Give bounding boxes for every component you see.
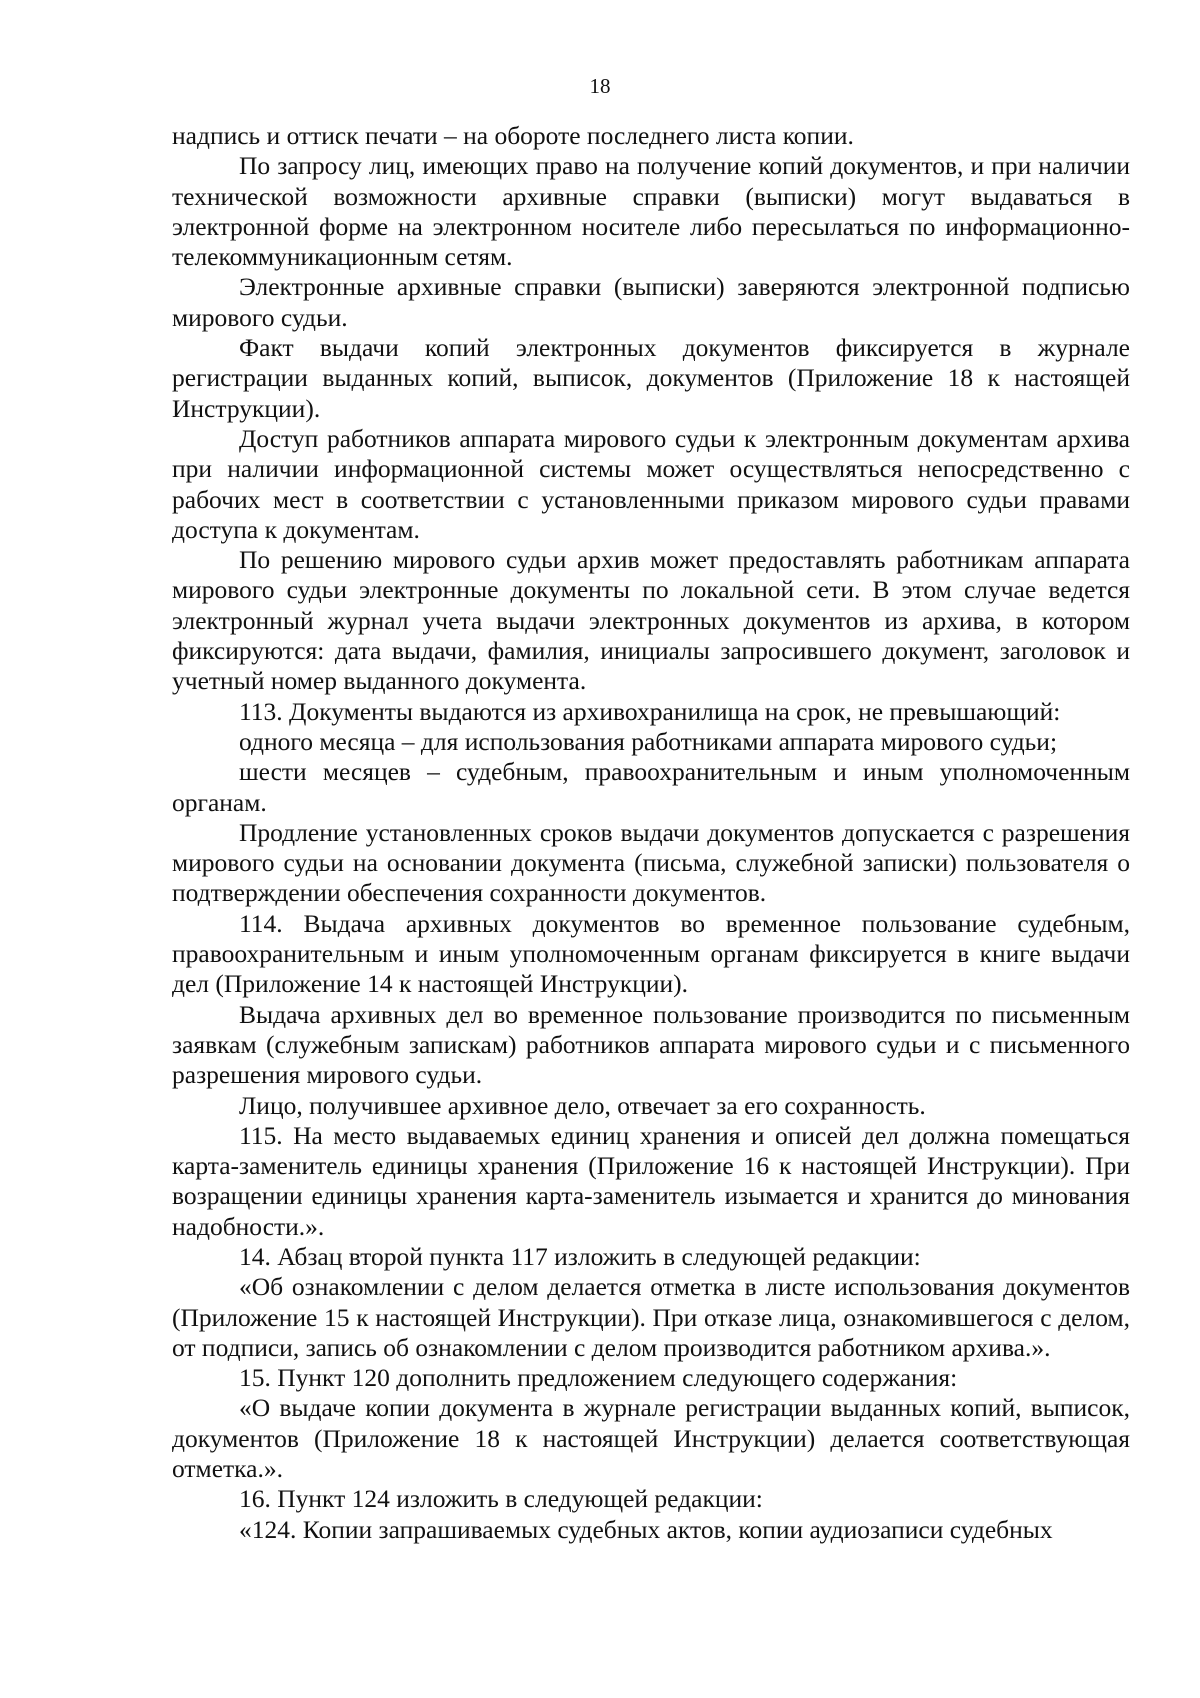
paragraph: 14. Абзац второй пункта 117 изложить в следующей редакции: <box>239 1241 921 1271</box>
paragraph: 113. Документы выдаются из архивохранилища на срок, не превышающий: <box>239 696 1061 726</box>
paragraph: Доступ работников аппарата мирового судьи к электронным документам архива при наличии информационной системы может осуществляться непосредственно с рабочих мест в соответствии с установленными приказом мирового судьи правами доступа к документам. <box>172 423 1130 544</box>
paragraph: Факт выдачи копий электронных документов фиксируется в журнале регистрации выданных копий, выписок, документов (Приложение 18 к настоящей Инструкции). <box>172 333 1130 423</box>
paragraph: одного месяца – для использования работниками аппарата мирового судьи; <box>239 726 1058 756</box>
paragraph: Выдача архивных дел во временное пользование производится по письменным заявкам (служебным запискам) работников аппарата мирового судьи и с письменного разрешения мирового судьи. <box>172 999 1130 1090</box>
paragraph: Электронные архивные справки (выписки) заверяются электронной подписью мирового судьи. <box>172 272 1130 332</box>
page-number: 18 <box>589 74 611 98</box>
paragraph: «О выдаче копии документа в журнале регистрации выданных копий, выписок, документов (Приложение 18 к настоящей Инструкции) делается соответствующая отметка.». <box>172 1393 1130 1484</box>
paragraph: 115. На место выдаваемых единиц хранения и описей дел должна помещаться карта-заменитель единицы хранения (Приложение 16 к настоящей Инструкции). При возращении единицы хранения карта-заменитель изымается и хранится до минования надобности.». <box>172 1120 1130 1241</box>
paragraph: Лицо, получившее архивное дело, отвечает за его сохранность. <box>239 1090 926 1120</box>
paragraph: По решению мирового судьи архив может предоставлять работникам аппарата мирового судьи электронные документы по локальной сети. В этом случае ведется электронный журнал учета выдачи электронных документов из архива, в котором фиксируются: дата выдачи, фамилия, инициалы запросившего документ, заголовок и учетный номер выданного документа. <box>172 545 1130 696</box>
paragraph: шести месяцев – судебным, правоохранительным и иным уполномоченным органам. <box>172 757 1130 817</box>
document-body <box>172 121 1130 1545</box>
paragraph: надпись и оттиск печати – на обороте последнего листа копии. <box>172 121 854 150</box>
paragraph: «124. Копии запрашиваемых судебных актов, копии аудиозаписи судебных <box>239 1514 1053 1544</box>
paragraph: 16. Пункт 124 изложить в следующей редакции: <box>239 1484 763 1514</box>
paragraph: По запросу лиц, имеющих право на получение копий документов, и при наличии технической возможности архивные справки (выписки) могут выдаваться в электронной форме на электронном носителе либо пересылаться по информационно-телекоммуникационным сетям. <box>172 151 1130 272</box>
paragraph: 114. Выдача архивных документов во временное пользование судебным, правоохранительным и иным уполномоченным органам фиксируется в книге выдачи дел (Приложение 14 к настоящей Инструкции). <box>172 908 1130 999</box>
paragraph: Продление установленных сроков выдачи документов допускается с разрешения мирового судьи на основании документа (письма, служебной записки) пользователя о подтверждении обеспечения сохранности документов. <box>172 817 1130 908</box>
paragraph: «Об ознакомлении с делом делается отметка в листе использования документов (Приложение 15 к настоящей Инструкции). При отказе лица, ознакомившегося с делом, от подписи, запись об ознакомлении с делом производится работником архива.». <box>172 1272 1130 1362</box>
paragraph: 15. Пункт 120 дополнить предложением следующего содержания: <box>239 1363 958 1393</box>
